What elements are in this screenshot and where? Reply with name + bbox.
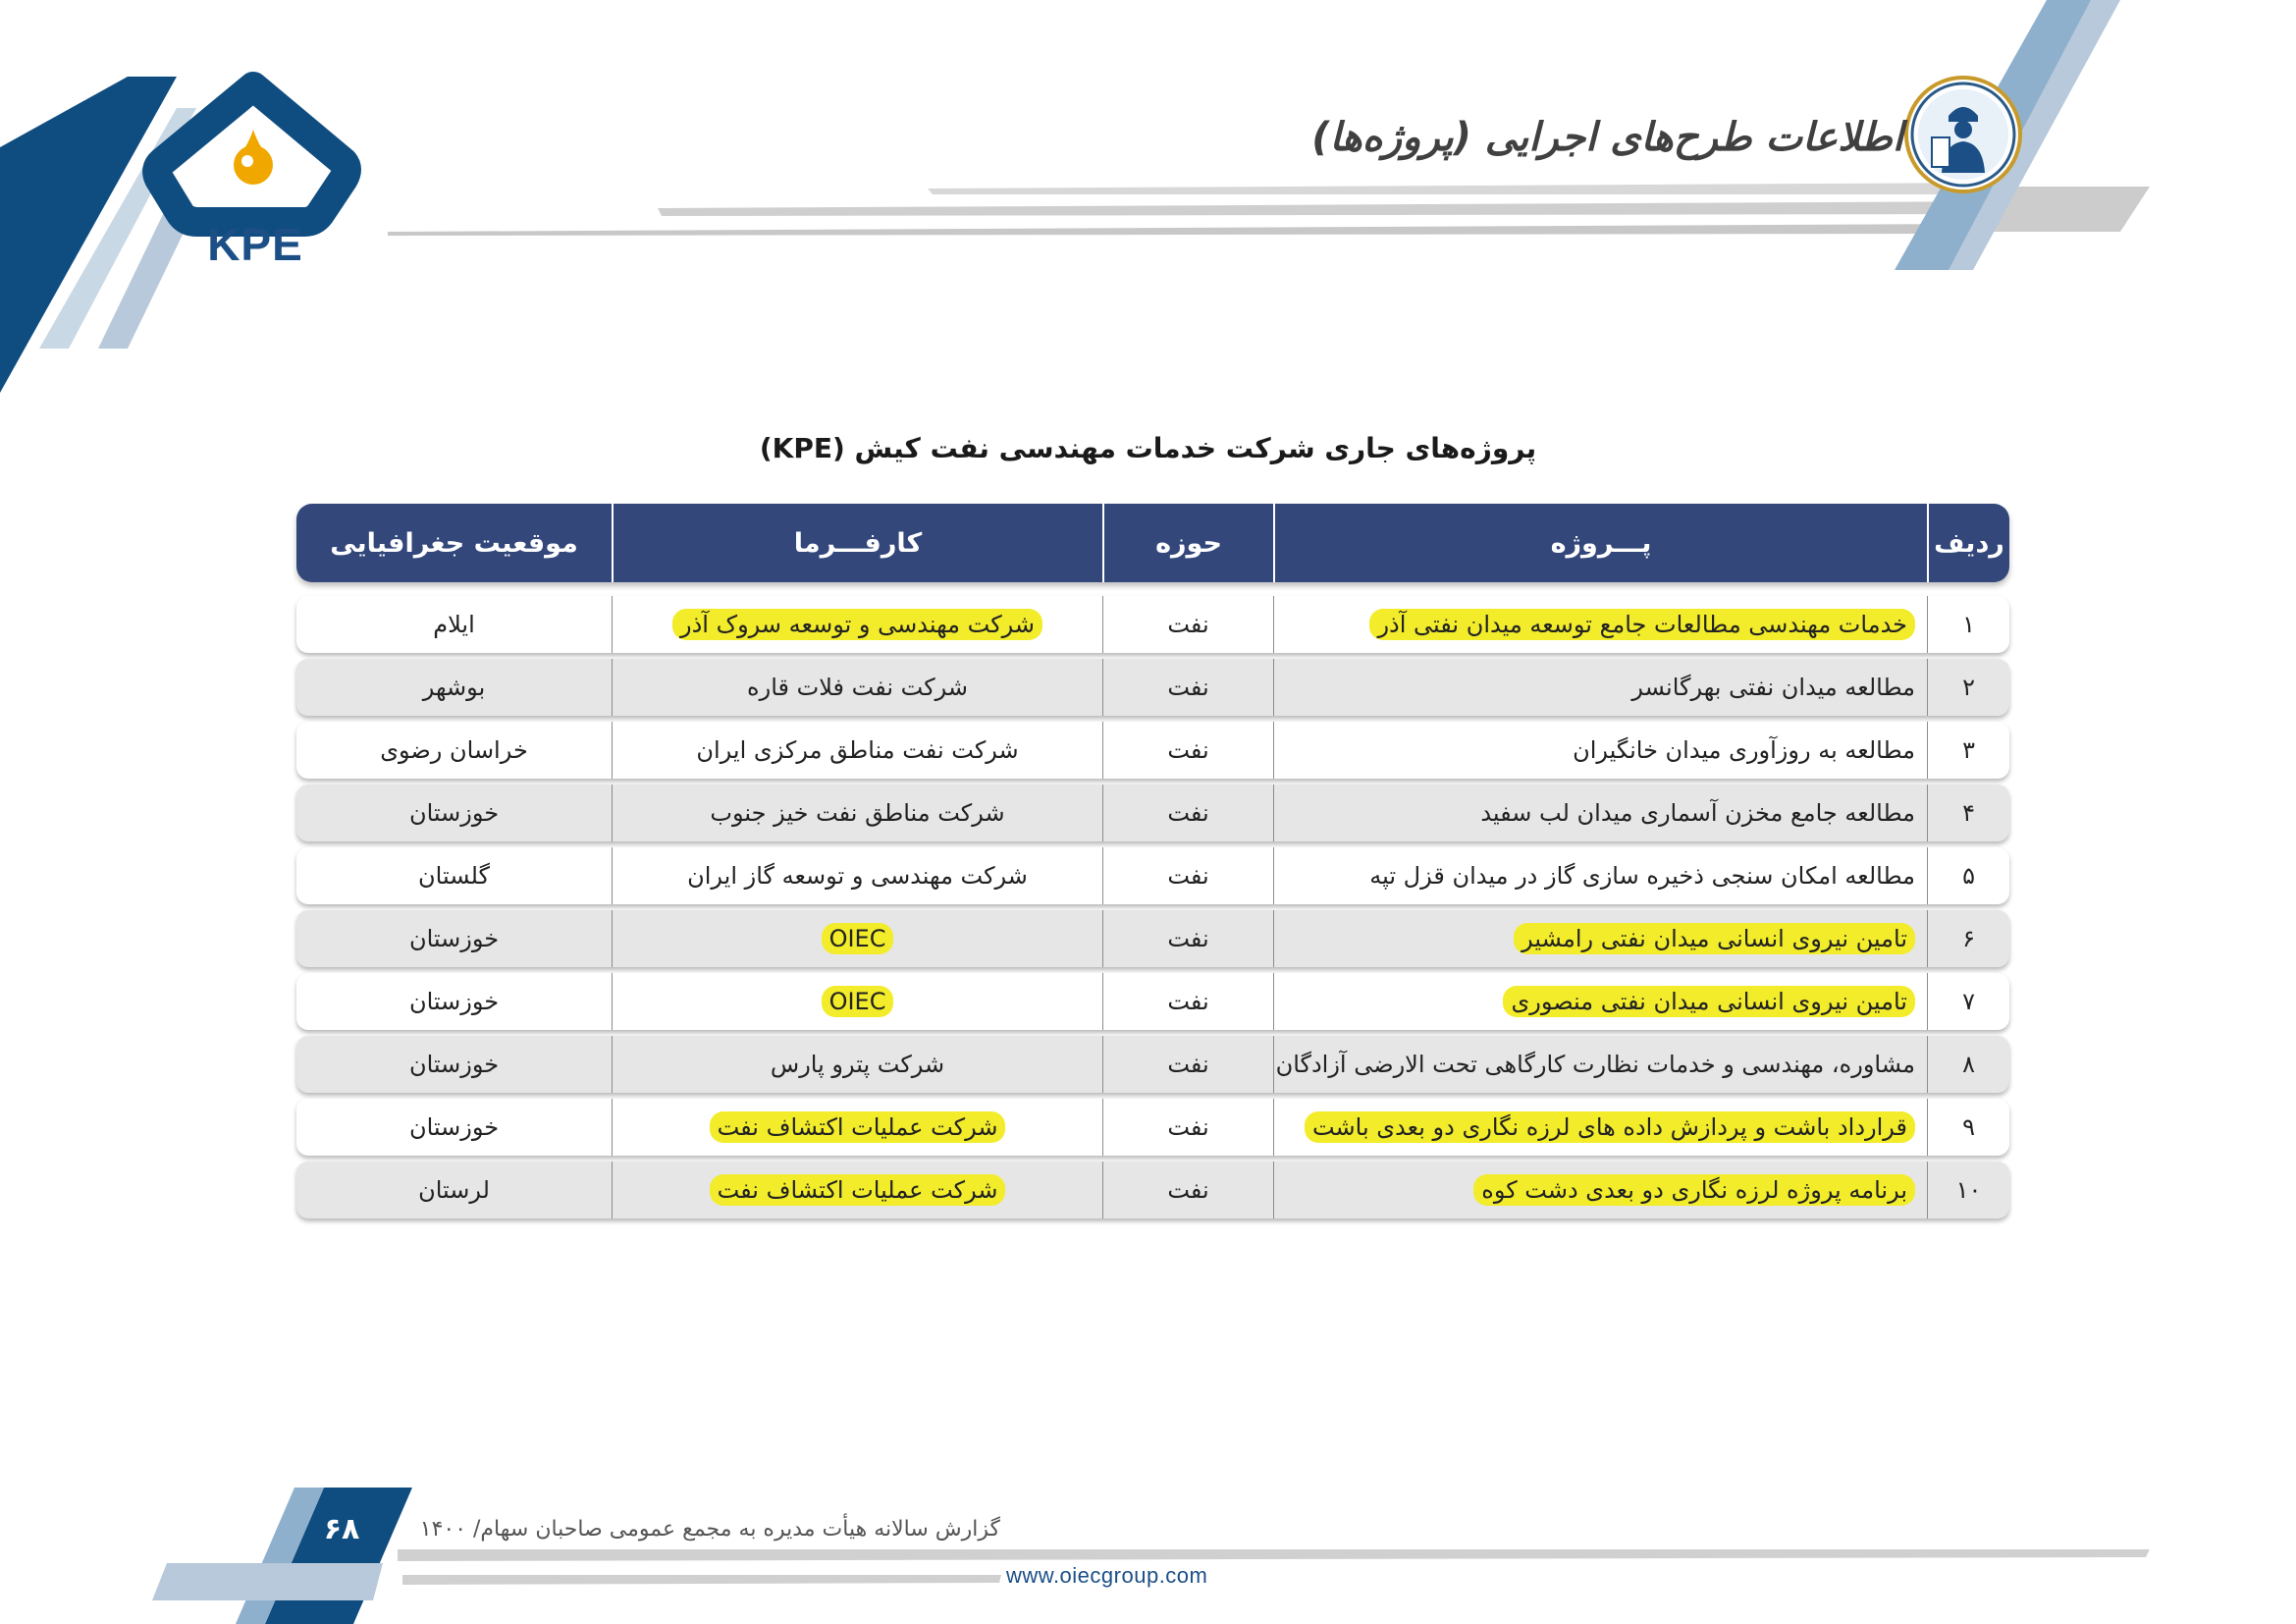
table-title: پروژه‌های جاری شرکت خدمات مهندسی نفت کیش (KPE) [759, 432, 1537, 464]
table-row [296, 722, 2009, 779]
cell-num-text: ۵ [1962, 862, 1975, 890]
cell-project-text: تامین نیروی انسانی میدان نفتی منصوری [1503, 986, 1915, 1017]
cell-num [1927, 659, 2009, 716]
cell-num [1927, 847, 2009, 904]
cell-area-text: نفت [1167, 611, 1209, 638]
cell-employer [612, 722, 1102, 779]
cell-location-text: لرستان [418, 1176, 490, 1204]
footer-report-text: گزارش سالانه هیأت مدیره به مجمع عمومی صاحبان سهام/ ۱۴۰۰ [419, 1517, 1000, 1542]
cell-project [1273, 659, 1927, 716]
cell-area [1102, 659, 1273, 716]
projects-table [296, 504, 2009, 1224]
cell-location-text: ایلام [433, 611, 475, 638]
cell-project-text: قرارداد باشت و پردازش داده های لرزه نگاری دو بعدی باشت [1305, 1111, 1915, 1143]
cell-location-text: گلستان [418, 862, 490, 890]
cell-location [296, 659, 612, 716]
cell-num [1927, 596, 2009, 653]
cell-area [1102, 596, 1273, 653]
cell-location-text: خراسان رضوی [380, 736, 528, 764]
cell-employer [612, 1036, 1102, 1093]
cell-employer-text: شرکت نفت فلات قاره [747, 674, 968, 701]
cell-area-text: نفت [1167, 988, 1209, 1015]
engineer-badge-icon [1906, 78, 2020, 191]
cell-area [1102, 785, 1273, 841]
cell-location [296, 785, 612, 841]
cell-num-text: ۱۰ [1955, 1176, 1982, 1204]
cell-area [1102, 1036, 1273, 1093]
table-row [296, 1099, 2009, 1156]
cell-location [296, 1162, 612, 1218]
table-row [296, 847, 2009, 904]
cell-location [296, 910, 612, 967]
cell-project [1273, 847, 1927, 904]
table-row [296, 910, 2009, 967]
header-area: حوزه [1102, 504, 1273, 582]
cell-employer-text: شرکت مهندسی و توسعه سروک آذر [672, 609, 1042, 640]
cell-area-text: نفت [1167, 1051, 1209, 1078]
cell-project-text: مطالعه جامع مخزن آسماری میدان لب سفید [1480, 799, 1915, 827]
cell-project-text: مطالعه امکان سنجی ذخیره سازی گاز در میدان قزل تپه [1369, 862, 1915, 890]
cell-area-text: نفت [1167, 862, 1209, 890]
cell-area [1102, 847, 1273, 904]
cell-num [1927, 973, 2009, 1030]
cell-employer [612, 596, 1102, 653]
cell-location [296, 847, 612, 904]
table-header [296, 504, 2009, 582]
cell-num-text: ۴ [1962, 799, 1975, 827]
cell-area-text: نفت [1167, 674, 1209, 701]
cell-location-text: خوزستان [408, 925, 500, 952]
cell-employer-text: OIEC [822, 923, 894, 954]
cell-project [1273, 1162, 1927, 1218]
table-row [296, 1036, 2009, 1093]
cell-location-text: خوزستان [408, 1113, 500, 1141]
table-row [296, 1162, 2009, 1218]
cell-num-text: ۷ [1962, 988, 1975, 1015]
cell-employer-text: OIEC [822, 986, 894, 1017]
cell-project-text: خدمات مهندسی مطالعات جامع توسعه میدان نفتی آذر [1369, 609, 1915, 640]
cell-project-text: مطالعه میدان نفتی بهرگانسر [1631, 674, 1915, 701]
cell-project-text: مطالعه به روزآوری میدان خانگیران [1573, 736, 1915, 764]
cell-employer [612, 973, 1102, 1030]
cell-project-text: مشاوره، مهندسی و خدمات نظارت کارگاهی تحت الارضی آزادگان [1275, 1051, 1915, 1078]
cell-num [1927, 1099, 2009, 1156]
cell-employer [612, 659, 1102, 716]
cell-num [1927, 722, 2009, 779]
cell-area-text: نفت [1167, 925, 1209, 952]
cell-employer-text: شرکت عملیات اکتشاف نفت [710, 1111, 1006, 1143]
table-row [296, 659, 2009, 716]
cell-project [1273, 785, 1927, 841]
cell-num-text: ۲ [1962, 674, 1975, 701]
logo-text: KPE [207, 219, 303, 270]
cell-employer [612, 1099, 1102, 1156]
cell-area-text: نفت [1167, 1176, 1209, 1204]
cell-location-text: بوشهر [422, 674, 486, 701]
cell-employer [612, 785, 1102, 841]
cell-num [1927, 785, 2009, 841]
website-link[interactable]: www.oiecgroup.com [1006, 1563, 1208, 1588]
cell-location [296, 1099, 612, 1156]
cell-employer [612, 1162, 1102, 1218]
cell-num-text: ۹ [1962, 1113, 1975, 1141]
cell-employer-text: شرکت نفت مناطق مرکزی ایران [696, 736, 1019, 764]
cell-project [1273, 910, 1927, 967]
cell-area [1102, 973, 1273, 1030]
cell-location [296, 596, 612, 653]
cell-employer [612, 910, 1102, 967]
header-project: پـــروژه [1273, 504, 1927, 582]
cell-area [1102, 910, 1273, 967]
cell-project [1273, 722, 1927, 779]
cell-num [1927, 1162, 2009, 1218]
header-num: ردیف [1927, 504, 2009, 582]
cell-employer-text: شرکت عملیات اکتشاف نفت [710, 1174, 1006, 1206]
cell-area-text: نفت [1167, 1113, 1209, 1141]
cell-employer-text: شرکت مناطق نفت خیز جنوب [710, 799, 1005, 827]
cell-project [1273, 1036, 1927, 1093]
cell-employer [612, 847, 1102, 904]
cell-num-text: ۸ [1962, 1051, 1975, 1078]
cell-location-text: خوزستان [408, 799, 500, 827]
cell-location-text: خوزستان [408, 1051, 500, 1078]
cell-location [296, 1036, 612, 1093]
table-row [296, 785, 2009, 841]
cell-location-text: خوزستان [408, 988, 500, 1015]
cell-location [296, 722, 612, 779]
table-row [296, 596, 2009, 653]
table-body [296, 596, 2009, 1218]
table-row [296, 973, 2009, 1030]
cell-area [1102, 722, 1273, 779]
cell-project-text: برنامه پروژه لرزه نگاری دو بعدی دشت کوه [1473, 1174, 1915, 1206]
cell-employer-text: شرکت مهندسی و توسعه گاز ایران [687, 862, 1028, 890]
cell-project-text: تامین نیروی انسانی میدان نفتی رامشیر [1514, 923, 1915, 954]
cell-project [1273, 1099, 1927, 1156]
cell-num [1927, 1036, 2009, 1093]
header-location: موقعیت جغرافیایی [330, 527, 578, 559]
cell-area [1102, 1162, 1273, 1218]
cell-area-text: نفت [1167, 736, 1209, 764]
page-number: ۶۸ [323, 1512, 360, 1546]
cell-area [1102, 1099, 1273, 1156]
footer-decoration [152, 1488, 2150, 1624]
cell-employer-text: شرکت پترو پارس [770, 1051, 945, 1078]
page-title: اطلاعات طرح‌های اجرایی (پروژه‌ها) [1311, 115, 1903, 160]
cell-project [1273, 973, 1927, 1030]
cell-location [296, 973, 612, 1030]
cell-project [1273, 596, 1927, 653]
logo-stripes [0, 77, 196, 393]
cell-num-text: ۳ [1962, 736, 1975, 764]
kpe-logo-icon [157, 86, 347, 222]
cell-num-text: ۶ [1962, 925, 1975, 952]
header-employer: کارفـــرما [612, 504, 1102, 582]
cell-area-text: نفت [1167, 799, 1209, 827]
cell-num [1927, 910, 2009, 967]
cell-num-text: ۱ [1962, 611, 1975, 638]
